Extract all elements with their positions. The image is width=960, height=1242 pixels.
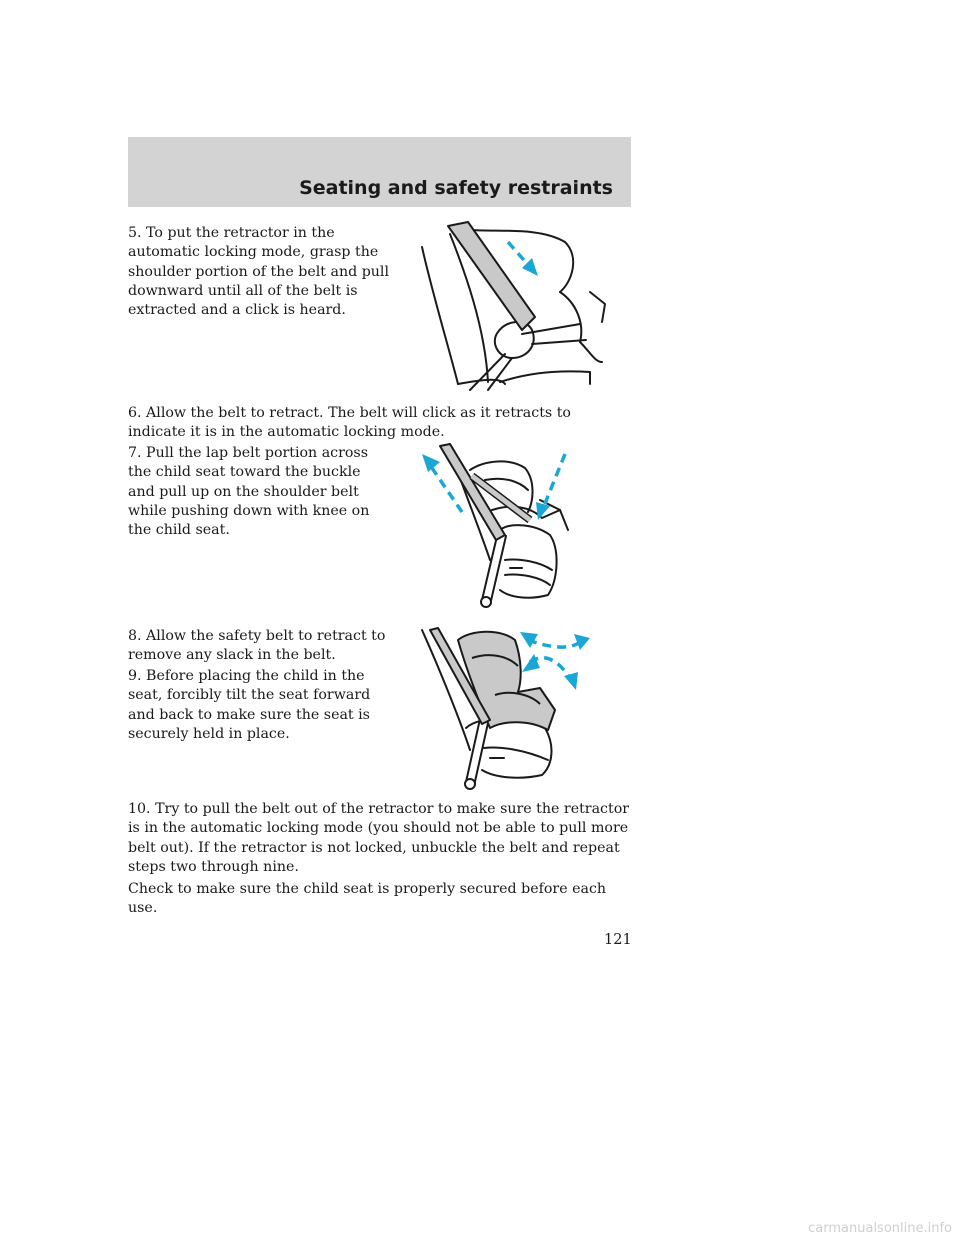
final-check-text: Check to make sure the child seat is properly secured before each use.: [128, 881, 607, 917]
page-number: 121: [604, 932, 632, 948]
step-7-text: 7. Pull the lap belt portion across the child seat toward the buckle and pull up on the shoulder belt while pushing down with knee on the child seat.: [128, 445, 370, 539]
step-5-text: 5. To put the retractor in the automatic locking mode, grasp the shoulder portion of the belt and pull downward until all of the belt is extracted and a click is heard.: [128, 225, 389, 319]
lap-belt-tightening-illustration: [410, 440, 580, 610]
footer-watermark: carmanualsonline.info: [808, 1221, 952, 1236]
section-title: Seating and safety restraints: [299, 177, 613, 199]
step-10-text: 10. Try to pull the belt out of the retractor to make sure the retractor is in the automatic locking mode (you should not be able to pull more belt out). If the retractor is not locked, unbuckle the belt and repeat steps two through nine.: [128, 801, 630, 875]
child-seat-shell: [458, 632, 555, 730]
pull-down-arrow-icon: [508, 242, 538, 276]
step-6-text: 6. Allow the belt to retract. The belt will click as it retracts to indicate it is in the automatic locking mode.: [128, 405, 571, 441]
seat-tilt-check-illustration: [410, 620, 600, 792]
tilt-forward-back-arrows-icon: [520, 632, 590, 690]
step-9-text: 9. Before placing the child in the seat, forcibly tilt the seat forward and back to make sure the seat is securely held in place.: [128, 668, 371, 742]
section-header-band: [128, 137, 631, 207]
retractor-locking-illustration: [410, 212, 632, 392]
shoulder-belt: [448, 222, 535, 330]
step-8-text: 8. Allow the safety belt to retract to remove any slack in the belt.: [128, 628, 386, 664]
